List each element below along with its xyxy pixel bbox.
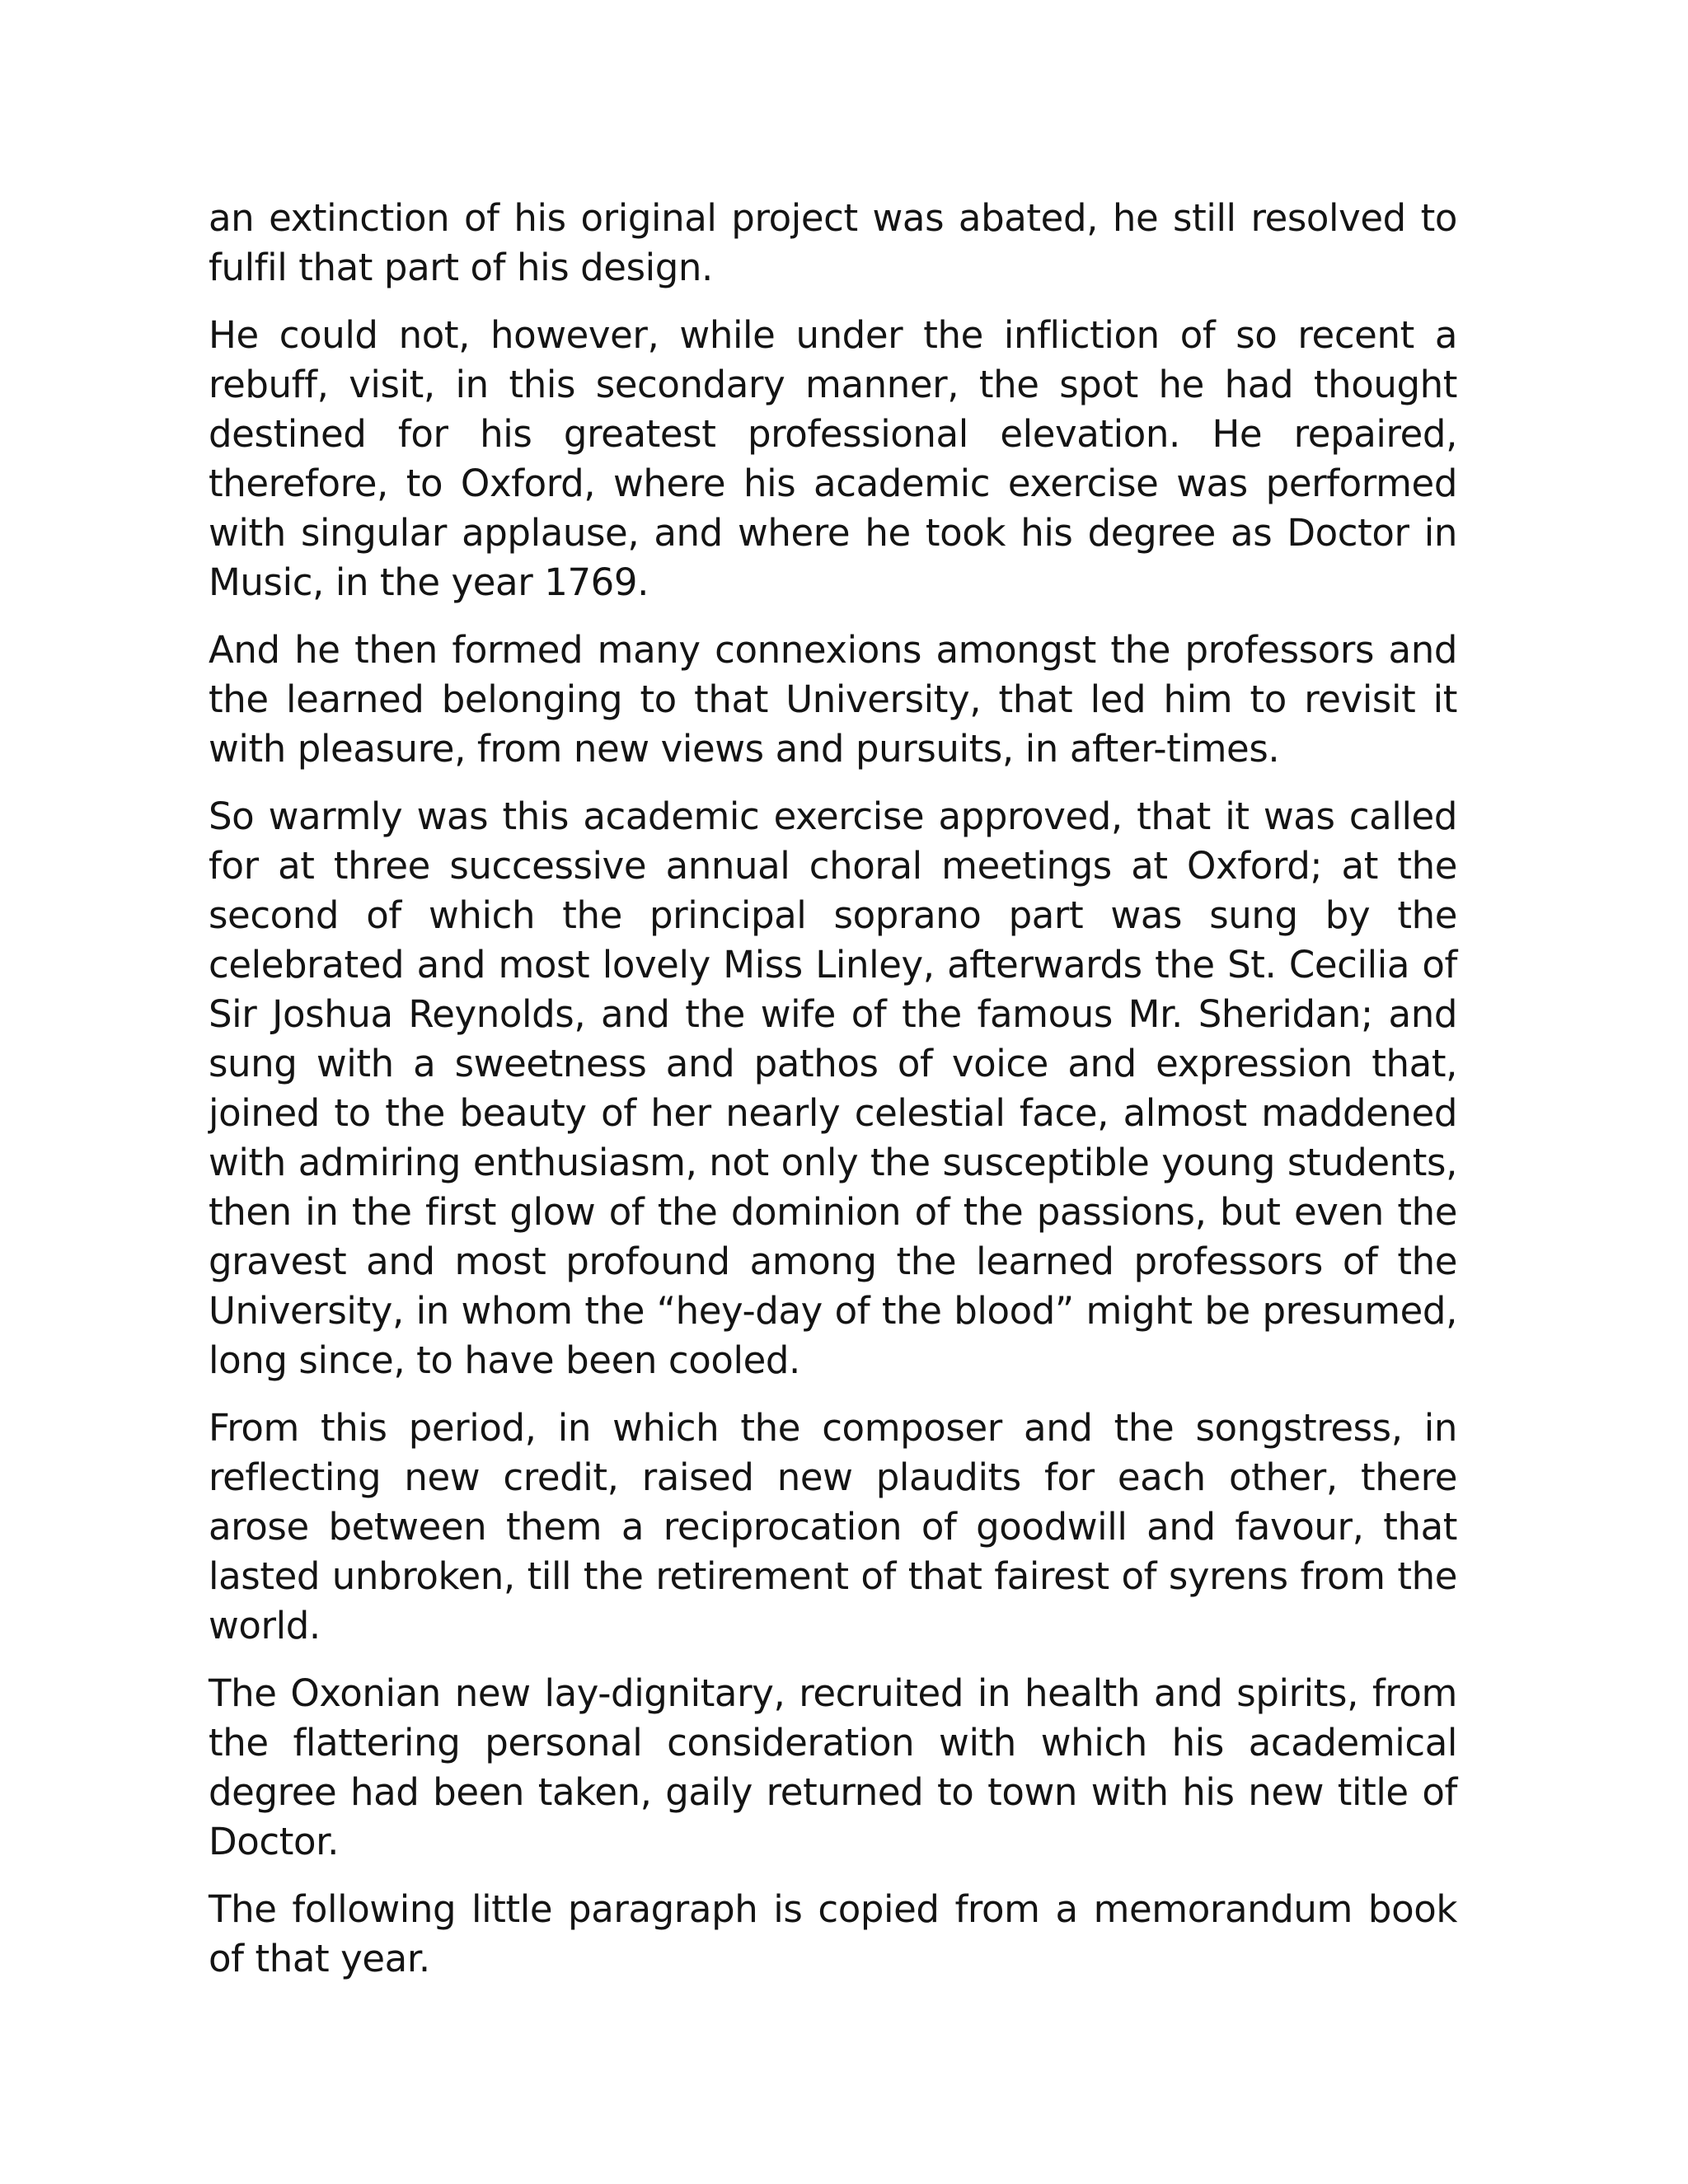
paragraph-1: an extinction of his original project was abated, he still resolved to fulfil that part of his design. — [209, 196, 1457, 289]
paragraph-3: And he then formed many connexions amongst the professors and the learned belonging to that University, that led him to revisit it with pleasure, from new views and pursuits, in after-times. — [209, 628, 1457, 771]
paragraph-5: From this period, in which the composer and the songstress, in reflecting new credit, raised new plaudits for each other, there arose between them a reciprocation of goodwill and favour, that lasted unbroken, till the retirement of that fairest of syrens from the world. — [209, 1406, 1457, 1647]
paragraph-4: So warmly was this academic exercise approved, that it was called for at three successive annual choral meetings at Oxford; at the second of which the principal soprano part was sung by the celebrated and most lovely Miss Linley, afterwards the St. Cecilia of Sir Joshua Reynolds, and the wife of the famous Mr. Sheridan; and sung with a sweetness and pathos of voice and expression that, joined to the beauty of her nearly celestial face, almost maddened with admiring enthusiasm, not only the susceptible young students, then in the first glow of the dominion of the passions, but even the gravest and most profound among the learned professors of the University, in whom the “hey-day of the blood” might be presumed, long since, to have been cooled. — [209, 794, 1457, 1382]
body-text — [209, 194, 1457, 2002]
paragraph-6: The Oxonian new lay-dignitary, recruited in health and spirits, from the flattering personal consideration with which his academical degree had been taken, gaily returned to town with his new title of Doctor. — [209, 1671, 1457, 1863]
paragraph-7: The following little paragraph is copied from a memorandum book of that year. — [209, 1887, 1457, 1980]
paragraph-2: He could not, however, while under the infliction of so recent a rebuff, visit, in this secondary manner, the spot he had thought destined for his greatest professional elevation. He repaired, therefore, to Oxford, where his academic exercise was performed with singular applause, and where he took his degree as Doctor in Music, in the year 1769. — [209, 313, 1457, 604]
